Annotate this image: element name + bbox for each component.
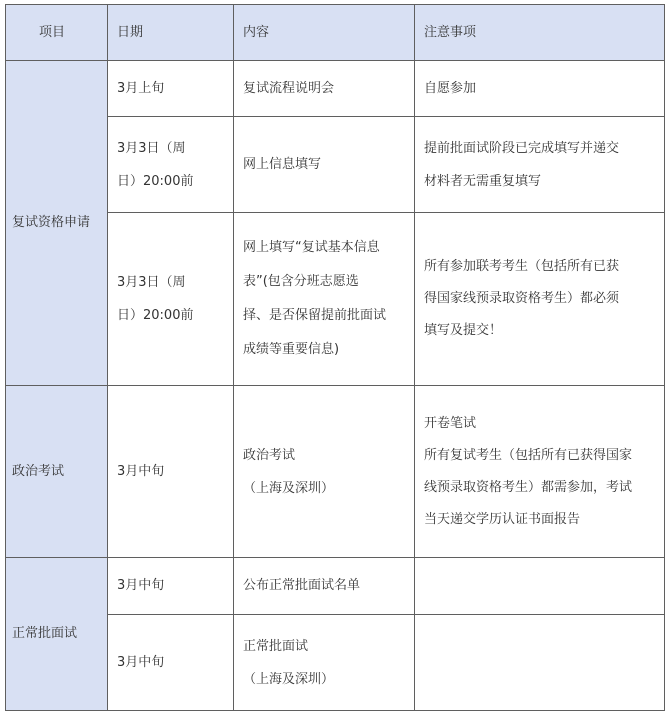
notes-text: 材料者无需重复填写 [424,173,542,189]
content-text: 网上填写“复试基本信息 [243,240,380,255]
content-cell [234,615,415,711]
section-label-interview [6,558,108,711]
notes-text: 线预录取资格考生）都需参加，考试 [424,479,633,495]
content-text: 网上信息填写 [243,156,322,172]
notes-text: 开卷笔试 [424,415,477,431]
date-cell [108,117,234,213]
section-name: 正常批面试 [12,626,78,641]
content-text: 表”(包含分班志愿选 [243,274,359,289]
notes-text: 当天递交学历认证书面报告 [424,511,581,527]
date-text: 3月中旬 [117,463,165,479]
notes-text: 提前批面试阶段已完成填写并递交 [424,140,620,156]
section-label-politics [6,386,108,558]
date-cell [108,615,234,711]
header-item-label: 项目 [39,24,66,40]
header-date [108,5,234,61]
content-cell [234,117,415,213]
header-content [234,5,415,61]
header-notes [415,5,665,61]
date-text: 日）20:00前 [117,308,194,323]
date-cell [108,213,234,386]
section-name: 复试资格申请 [12,215,91,230]
date-cell [108,61,234,117]
content-text: （上海及深圳） [243,480,335,496]
content-cell [234,386,415,558]
content-text: 择、是否保留提前批面试 [243,308,387,323]
header-date-label: 日期 [117,24,144,40]
date-cell [108,558,234,615]
schedule-table [5,4,665,711]
content-cell [234,558,415,615]
date-text: 日）20:00前 [117,173,194,189]
content-cell [234,61,415,117]
content-text: 政治考试 [243,447,296,463]
table-row [6,61,665,117]
date-text: 3月上旬 [117,80,165,96]
notes-text: 填写及提交！ [424,323,503,338]
section-label-qualification [6,61,108,386]
content-text: （上海及深圳） [243,671,335,687]
notes-cell [415,61,665,117]
notes-text: 所有参加联考考生（包括所有已获 [424,259,620,274]
table-row [6,386,665,558]
notes-cell [415,386,665,558]
date-text: 3月3日（周 [117,140,186,156]
date-text: 3月中旬 [117,654,165,670]
notes-cell [415,117,665,213]
content-cell [234,213,415,386]
notes-cell [415,213,665,386]
content-text: 公布正常批面试名单 [243,578,361,593]
notes-text: 自愿参加 [424,80,477,96]
header-item [6,5,108,61]
notes-cell [415,615,665,711]
content-text: 复试流程说明会 [243,80,335,96]
date-text: 3月中旬 [117,578,165,593]
section-name: 政治考试 [12,463,65,479]
header-row [6,5,665,61]
header-content-label: 内容 [243,24,270,40]
header-notes-label: 注意事项 [424,24,477,40]
content-text: 成绩等重要信息) [243,342,340,357]
content-text: 正常批面试 [243,638,309,654]
date-cell [108,386,234,558]
table-row [6,558,665,615]
date-text: 3月3日（周 [117,275,186,290]
notes-cell [415,558,665,615]
notes-text: 得国家线预录取资格考生）都必须 [424,291,620,306]
notes-text: 所有复试考生（包括所有已获得国家 [424,447,633,463]
